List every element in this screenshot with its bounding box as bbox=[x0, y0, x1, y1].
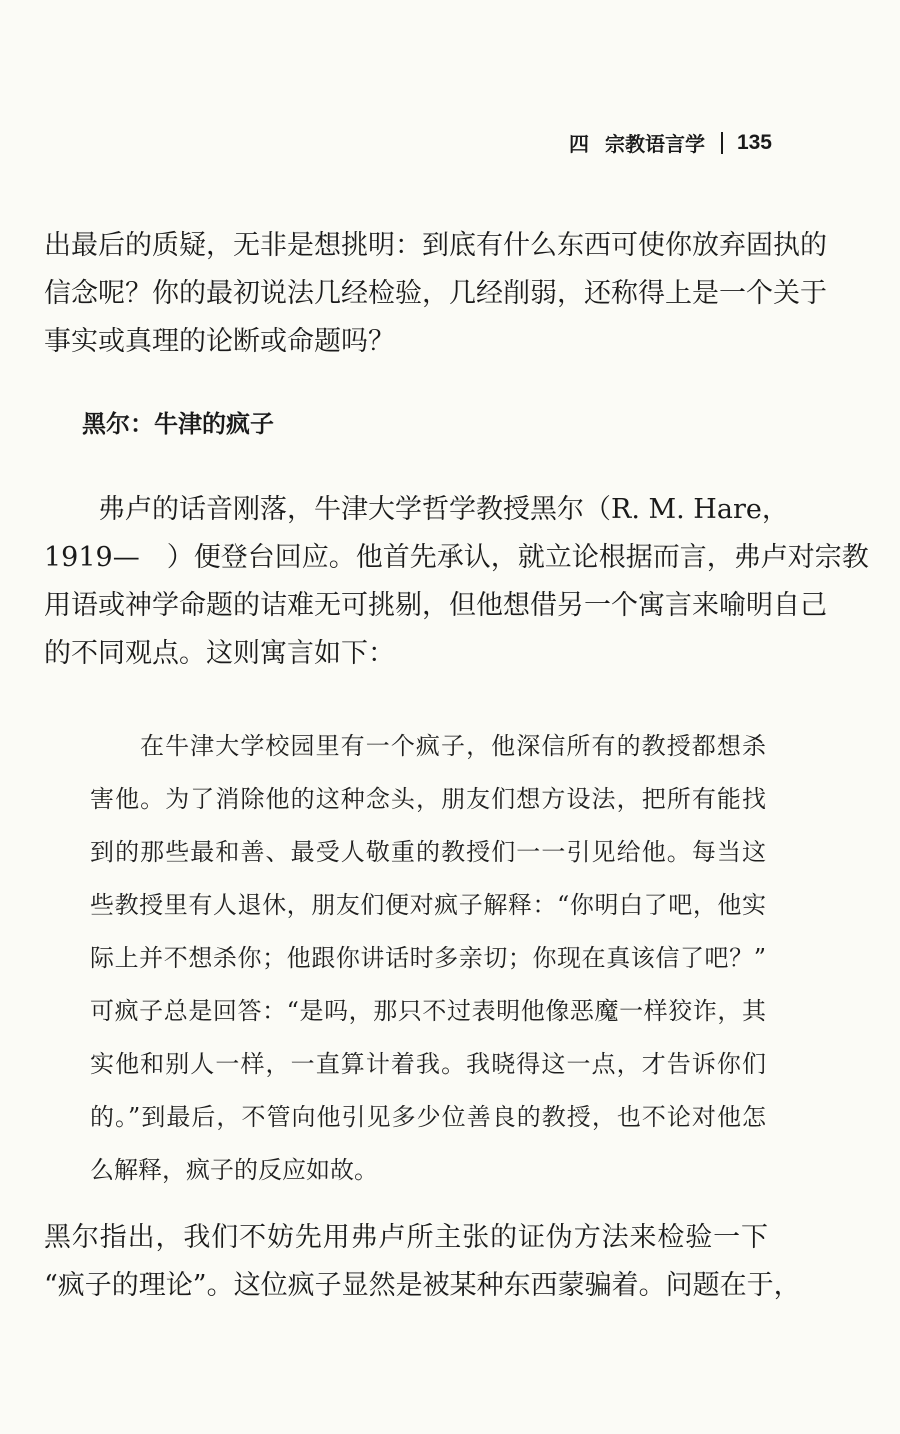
text-line: 的不同观点。这则寓言如下： bbox=[44, 638, 395, 669]
chapter-number: 四 bbox=[568, 132, 589, 156]
text-line: 弗卢的话音刚落，牛津大学哲学教授黑尔（R. M. Hare， bbox=[98, 494, 789, 525]
quote-line: 么解释，疯子的反应如故。 bbox=[90, 1156, 378, 1184]
quote-line: 到的那些最和善、最受人敬重的教授们一一引见给他。每当这 bbox=[90, 838, 766, 866]
quote-line: 可疯子总是回答：“是吗，那只不过表明他像恶魔一样狡诈，其 bbox=[90, 997, 766, 1025]
quote-line: 在牛津大学校园里有一个疯子，他深信所有的教授都想杀 bbox=[140, 732, 766, 760]
text-line: 出最后的质疑，无非是想挑明：到底有什么东西可使你放弃固执的 bbox=[44, 230, 827, 261]
section-heading: 黑尔：牛津的疯子 bbox=[82, 410, 274, 438]
chapter-title: 宗教语言学 bbox=[604, 132, 705, 156]
quote-line: 实他和别人一样，一直算计着我。我晓得这一点，才告诉你们 bbox=[90, 1050, 766, 1078]
quote-line: 些教授里有人退休，朋友们便对疯子解释：“你明白了吧，他实 bbox=[90, 891, 766, 919]
quote-line: 际上并不想杀你；他跟你讲话时多亲切；你现在真该信了吧？” bbox=[90, 944, 766, 972]
text-line: 用语或神学命题的诘难无可挑剔，但他想借另一个寓言来喻明自己 bbox=[44, 590, 827, 621]
running-header bbox=[569, 128, 772, 157]
paragraph-1 bbox=[44, 222, 827, 366]
paragraph-3 bbox=[44, 1214, 801, 1310]
text-line: 事实或真理的论断或命题吗？ bbox=[44, 326, 395, 357]
header-divider bbox=[721, 132, 723, 154]
quote-line: 的。”到最后，不管向他引见多少位善良的教授，也不论对他怎 bbox=[90, 1103, 766, 1131]
text-line: “疯子的理论”。这位疯子显然是被某种东西蒙骗着。问题在于， bbox=[44, 1270, 801, 1301]
text-line: 信念呢？你的最初说法几经检验，几经削弱，还称得上是一个关于 bbox=[44, 278, 827, 309]
paragraph-2 bbox=[44, 486, 869, 678]
quote-line: 害他。为了消除他的这种念头，朋友们想方设法，把所有能找 bbox=[90, 785, 766, 813]
page-number: 135 bbox=[736, 130, 772, 154]
text-line: 1919— ）便登台回应。他首先承认，就立论根据而言，弗卢对宗教 bbox=[44, 542, 869, 573]
block-quote bbox=[90, 720, 766, 1197]
text-line: 黑尔指出，我们不妨先用弗卢所主张的证伪方法来检验一下 bbox=[44, 1222, 768, 1253]
